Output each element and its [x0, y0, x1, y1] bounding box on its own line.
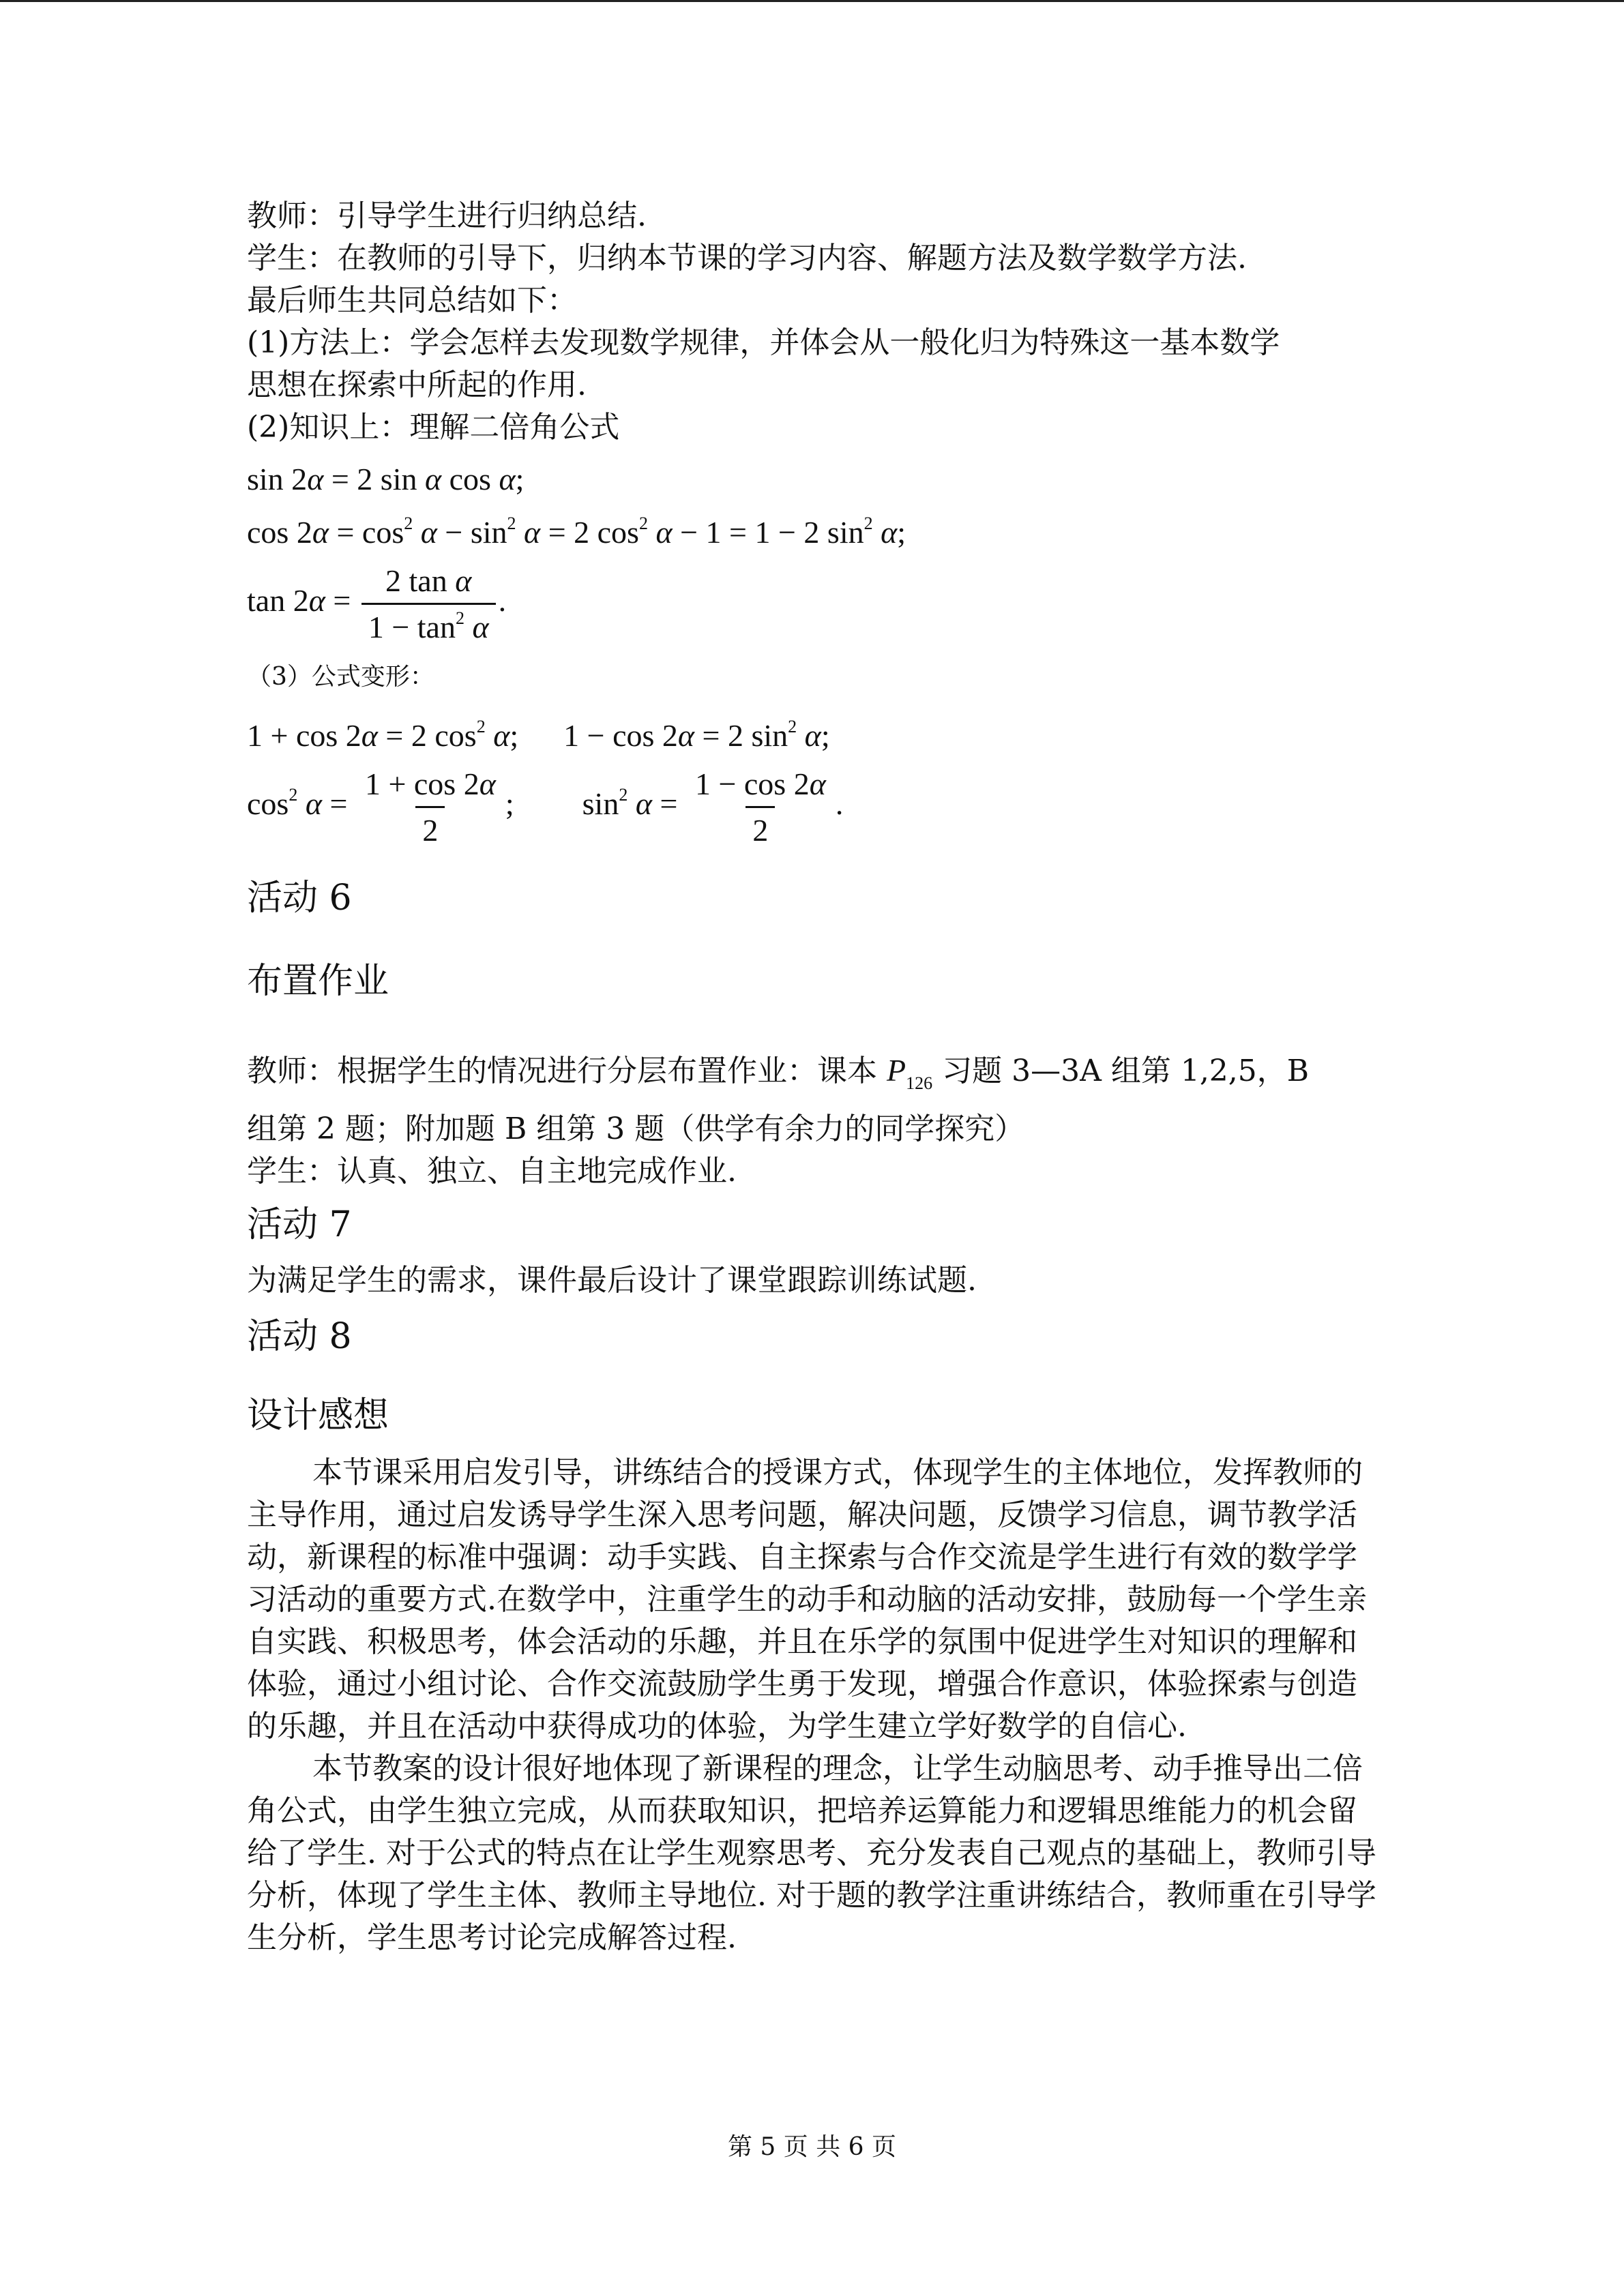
page-footer: 第 5 页 共 6 页 [727, 2133, 897, 2161]
activity6-teacher-line: 教师：根据学生的情况进行分层布置作业：课本 $P_{126}$ 习题 3—3A 组第 1,2,5，B [247, 1053, 1310, 1093]
activity6-heading: 活动 6 [247, 878, 352, 919]
document-body [247, 195, 1379, 1959]
transform-label: （3）公式变形： [247, 663, 434, 691]
teacher-summary-line: 教师：引导学生进行归纳总结. [247, 198, 647, 233]
sin-sq-fraction: $\frac{1 - \cos 2\alpha}{2}$ [694, 766, 826, 848]
page-reference: $P_{126}$ [887, 1053, 933, 1093]
student-summary-line: 学生：在教师的引导下，归纳本节课的学习内容、解题方法及数学数学方法. [247, 241, 1247, 275]
formula-cos-double: $\cos 2\alpha = \cos^2 \alpha - \sin^2 \alpha = 2$ $\cos^2 \alpha - 1 = 1 - 2$ $\sin^2 \alpha$; [247, 513, 906, 550]
activity7-text: 为满足学生的需求，课件最后设计了课堂跟踪训练试题. [247, 1263, 977, 1298]
formula-sin-double: sin 2α = 2 sin α cos α; [247, 461, 525, 496]
activity6-student-line: 学生：认真、独立、自主地完成作业. [247, 1154, 737, 1189]
method-line-2: 思想在探索中所起的作用. [247, 368, 587, 402]
knowledge-line: (2)知识上：理解二倍角公式 [247, 410, 620, 445]
reflection-heading: 设计感想 [247, 1395, 389, 1436]
formula-transform-row-1: 1 + cos 2α = 2 $\cos^2 \alpha$; 1 − cos 2α = 2 $\sin^2 \alpha$; [247, 716, 830, 753]
formula-tan-double: tan 2α = $\frac{\text{2 tan α}}{1 - \tan^2 \alpha}$ . [247, 563, 507, 644]
method-line-1: (1)方法上：学会怎样去发现数学规律，并体会从一般化归为特殊这一基本数学 [247, 325, 1280, 360]
page-top-border [0, 0, 1624, 2]
activity7-heading: 活动 7 [247, 1204, 352, 1245]
cos-sq-fraction: $\frac{1 + \cos 2\alpha}{2}$ [364, 766, 496, 848]
activity6-teacher-line-cont: 组第 2 题；附加题 B 组第 3 题（供学有余力的同学探究） [247, 1112, 1025, 1146]
reflection-paragraph-2: 本节教案的设计很好地体现了新课程的理念，让学生动脑思考、动手推导出二倍角公式，由学生独立完成，从而获取知识，把培养运算能力和逻辑思维能力的机会留给了学生. 对于公式的特点在让学生观察思考、充分发表自己观点的基础上，教师引导分析，体现了学生主体、教师主导地位. 对于题的教学注重讲练结合，教师重在引导学生分析，学生思考讨论完成解答过程. [247, 1751, 1376, 1955]
formula-transform-row-2: $\cos^2 \alpha$ = $\frac{1 + \cos 2\alpha}{2}$ ; $\sin^2 \alpha$ = $\frac{1 - \cos 2\alpha}{2}$ . [247, 766, 844, 848]
reflection-paragraph-1: 本节课采用启发引导，讲练结合的授课方式，体现学生的主体地位，发挥教师的主导作用，通过启发诱导学生深入思考问题，解决问题，反馈学习信息，调节教学活动，新课程的标准中强调：动手实践、自主探索与合作交流是学生进行有效的数学学习活动的重要方式.在数学中，注重学生的动手和动脑的活动安排，鼓励每一个学生亲自实践、积极思考，体会活动的乐趣，并且在乐学的氛围中促进学生对知识的理解和体验，通过小组讨论、合作交流鼓励学生勇于发现，增强合作意识，体验探索与创造的乐趣，并且在活动中获得成功的体验，为学生建立学好数学的自信心. [247, 1455, 1367, 1744]
tan-fraction: $\frac{\text{2 tan α}}{1 - \tan^2 \alpha}$ [361, 563, 496, 645]
activity8-heading: 活动 8 [247, 1316, 352, 1357]
activity6-subheading: 布置作业 [247, 961, 389, 1002]
final-summary-line: 最后师生共同总结如下： [247, 283, 577, 318]
